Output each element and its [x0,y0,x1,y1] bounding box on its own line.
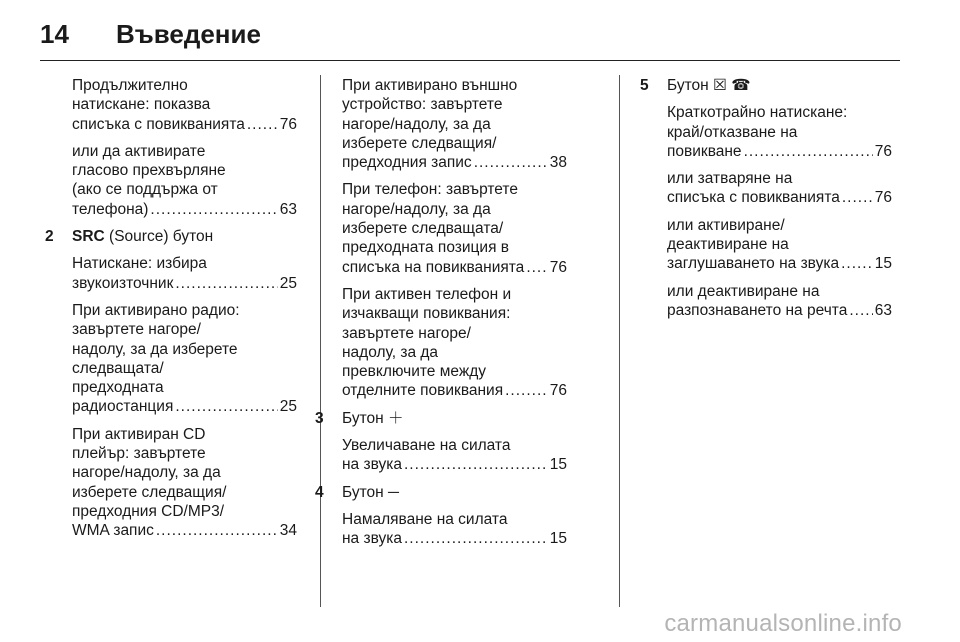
index-entry [72,301,297,417]
entry-line: завъртете нагоре/ [342,324,471,342]
entry-line: предходния CD/MP3/ [72,502,225,520]
entry-line: деактивиране на [667,236,789,254]
entry-leader-line [342,455,567,474]
entry-line: предходната [72,379,164,397]
dot-leader [175,397,277,416]
item-label: Бутон ＋ [342,409,404,427]
entry-text: отделните повиквания [342,382,504,400]
entry-line: следващата/ [72,359,164,377]
entry-line: Увеличаване на силата [342,437,511,455]
entry-text: заглушаването на звука [667,255,840,273]
entry-leader-line [72,200,297,219]
entry-text: на звука [342,530,402,548]
entry-line: Намаляване на силата [342,510,508,528]
entry-text: на звука [342,456,402,474]
page-reference: 15 [874,255,892,273]
page-reference: 25 [279,274,297,292]
dot-leader [849,301,872,320]
column-divider-1 [320,75,321,607]
page-reference: 76 [874,189,892,207]
entry-line: При активирано външно [342,77,518,94]
entry-line: или деактивиране на [667,282,820,300]
item-number: 2 [45,228,54,246]
page-reference: 76 [549,258,567,276]
entry-leader-line [342,381,567,400]
entry-line: завъртете нагоре/ [72,321,201,339]
entry-leader-line [667,301,892,320]
numbered-item [45,227,297,246]
index-entry [667,282,892,321]
entry-leader-line [342,529,567,548]
index-entry [72,254,297,293]
item-title [342,409,567,428]
entry-line: или активиране/ [667,216,785,234]
entry-line: или затваряне на [667,170,793,188]
item-number: 4 [315,483,324,501]
entry-line: изберете следващия/ [72,483,227,501]
dot-leader [150,200,277,219]
entry-text: списъка с повикванията [72,115,245,133]
index-entry [342,510,567,549]
entry-leader-line [72,521,297,540]
dot-leader [404,455,548,474]
entry-line: нагоре/надолу, за да [342,115,491,133]
index-entry [667,103,892,161]
dot-leader [247,115,278,134]
page-reference: 76 [874,142,892,160]
numbered-item [315,409,567,428]
page-reference: 15 [549,456,567,474]
dot-leader [841,254,873,273]
entry-line: нагоре/надолу, за да [342,200,491,218]
column-2 [315,76,567,557]
index-entry [72,425,297,541]
entry-line: Натискане: избира [72,255,207,273]
entry-leader-line [667,254,892,273]
entry-line: При телефон: завъртете [342,181,518,199]
page-reference: 15 [549,530,567,548]
index-entry [342,436,567,475]
column-divider-2 [619,75,620,607]
entry-line: При активен телефон и [342,285,512,303]
entry-line: предходната позиция в [342,239,510,257]
page-reference: 76 [549,382,567,400]
index-entry [667,216,892,274]
entry-leader-line [667,188,892,207]
entry-line: Краткотрайно натискане: [667,104,848,122]
item-title [342,483,567,502]
entry-text: списъка с повикванията [667,189,840,207]
column-1 [45,76,297,549]
entry-text: списъка на повикванията [342,258,525,276]
dot-leader [744,142,873,161]
entry-leader-line [667,142,892,161]
watermark: carmanualsonline.info [664,610,902,637]
item-number: 5 [640,77,649,94]
entry-line: край/отказване на [667,123,798,141]
entry-line: устройство: завъртете [342,96,503,114]
entry-line: изчакващи повиквания: [342,305,511,323]
entry-text: WMA запис [72,522,154,540]
header-rule [40,60,900,61]
page-reference: 76 [279,115,297,133]
page-reference: 63 [279,200,297,218]
entry-text: телефона) [72,200,149,218]
page-header [40,14,261,54]
dot-leader [505,381,548,400]
item-title [72,227,297,246]
page-number: 14 [40,18,69,49]
entry-leader-line [72,274,297,293]
index-entry [72,76,297,134]
page-reference: 25 [279,398,297,416]
item-key: SRC [72,228,105,246]
entry-line: изберете следващата/ [342,220,504,238]
entry-line: натискане: показва [72,96,211,114]
item-label: Бутон ─ [342,483,399,501]
entry-text: предходния запис [342,154,472,172]
item-number: 3 [315,409,324,427]
item-title [667,76,892,95]
page-reference: 63 [874,301,892,319]
item-label: (Source) бутон [104,228,214,246]
index-entry [342,285,567,401]
dot-leader [156,521,278,540]
index-entry [342,180,567,276]
entry-line: нагоре/надолу, за да [72,464,221,482]
entry-line: плейър: завъртете [72,445,206,463]
phone-hangup-icon: ☒ ☎ [713,77,751,94]
numbered-item [315,483,567,502]
entry-text: повикване [667,142,742,160]
entry-line: гласово прехвърляне [72,162,226,180]
entry-leader-line [342,153,567,172]
dot-leader [175,274,277,293]
entry-leader-line [72,397,297,416]
index-entry [667,169,892,208]
item-label: Бутон [667,77,713,94]
entry-line: или да активирате [72,142,206,160]
entry-line: При активирано радио: [72,301,240,319]
page-reference: 34 [279,522,297,540]
entry-leader-line [342,258,567,277]
entry-leader-line [72,115,297,134]
dot-leader [526,258,547,277]
chapter-title: Въведение [116,18,261,49]
dot-leader [842,188,873,207]
entry-line: (ако се поддържа от [72,181,218,199]
entry-line: При активиран CD [72,425,206,443]
numbered-item [640,76,892,95]
entry-line: надолу, за да [342,343,439,361]
entry-line: надолу, за да изберете [72,340,238,358]
entry-text: разпознаването на речта [667,301,848,319]
column-3 [640,76,892,328]
entry-line: Продължително [72,77,188,94]
index-entry [342,76,567,172]
index-entry [72,142,297,219]
entry-line: превключите между [342,363,487,381]
dot-leader [404,529,548,548]
entry-line: изберете следващия/ [342,134,497,152]
dot-leader [474,153,548,172]
page-reference: 38 [549,154,567,172]
entry-text: радиостанция [72,398,174,416]
entry-text: звукоизточник [72,274,174,292]
